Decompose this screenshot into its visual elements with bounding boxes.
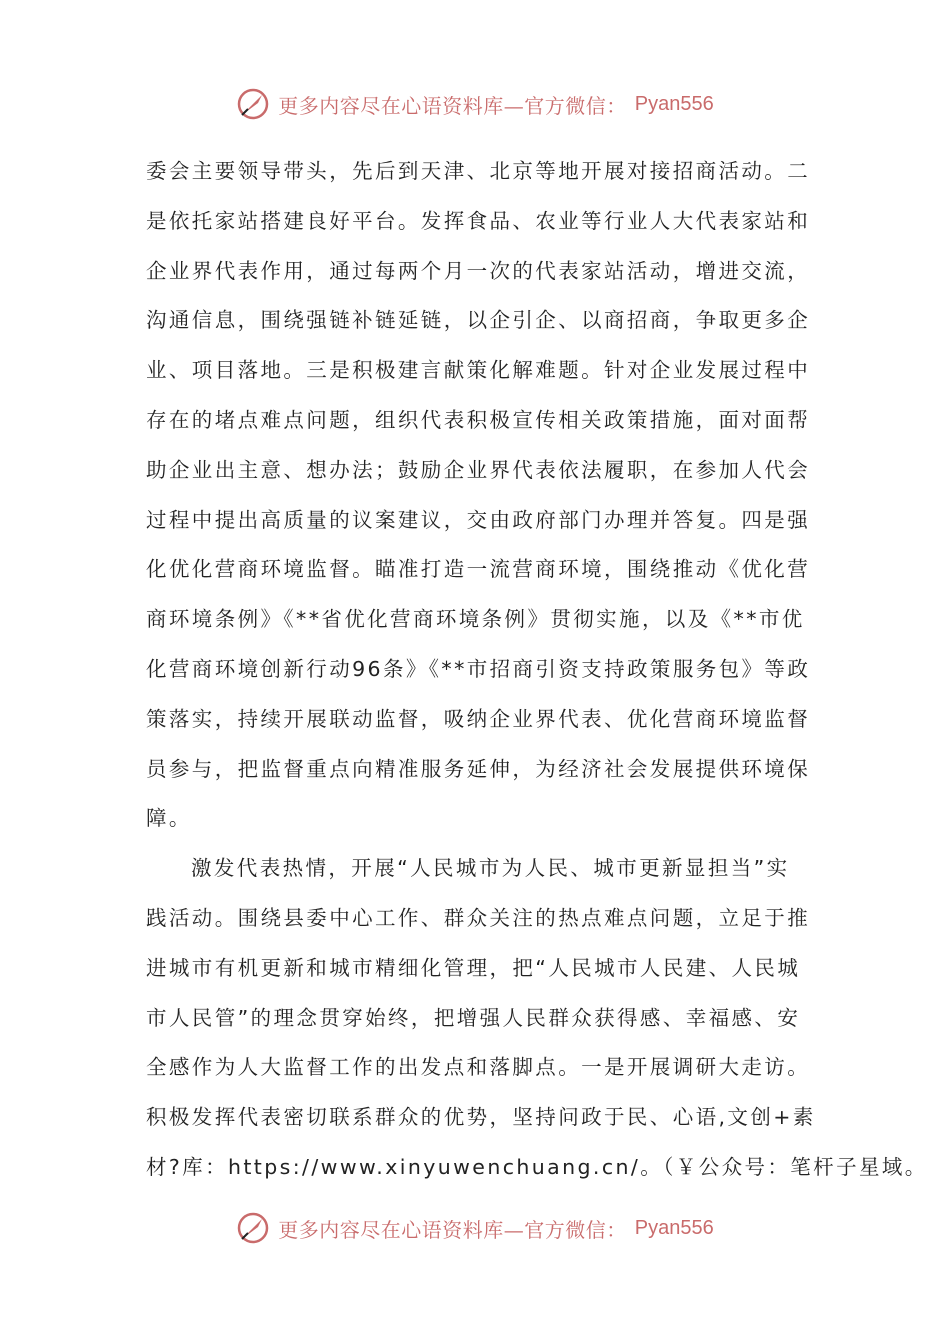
text-line: 委会主要领导带头，先后到天津、北京等地开展对接招商活动。二 bbox=[146, 159, 811, 183]
document-body bbox=[146, 147, 928, 1193]
text-line: 过程中提出高质量的议案建议，交由政府部门办理并答复。四是强 bbox=[146, 507, 811, 532]
banner-text: 更多内容尽在心语资料库—官方微信： bbox=[278, 93, 627, 118]
text-line: 沟通信息，围绕强链补链延链，以企引企、以商招商，争取更多企 bbox=[146, 308, 811, 333]
text-line: 助企业出主意、想办法；鼓励企业界代表依法履职，在参加人代会 bbox=[146, 457, 811, 482]
text-line: 践活动。围绕县委中心工作、群众关注的热点难点问题，立足于推 bbox=[146, 905, 811, 930]
text-line: 材?库：https://www.xinyuwenchuang.cn/。（￥公众号：笔杆子星域。 bbox=[146, 1154, 928, 1179]
text-line: 化营商环境创新行动96条》《**市招商引资支持政策服务包》等政 bbox=[146, 656, 811, 681]
banner-wechat-id: Pyan556 bbox=[634, 1216, 714, 1239]
text-line: 业、项目落地。三是积极建言献策化解难题。针对企业发展过程中 bbox=[146, 358, 811, 383]
quill-logo-icon bbox=[236, 1211, 270, 1245]
text-line: 企业界代表作用，通过每两个月一次的代表家站活动，增进交流， bbox=[146, 258, 811, 283]
text-line: 商环境条例》《**省优化营商环境条例》贯彻实施，以及《**市优 bbox=[146, 607, 805, 632]
text-line: 是依托家站搭建良好平台。发挥食品、农业等行业人大代表家站和 bbox=[146, 208, 811, 233]
text-line: 积极发挥代表密切联系群众的优势，坚持问政于民、心语,文创+素 bbox=[146, 1105, 816, 1130]
text-line: 障。 bbox=[146, 806, 192, 831]
banner-wechat-id: Pyan556 bbox=[634, 92, 714, 115]
paragraph-first-line: 激发代表热情，开展“人民城市为人民、城市更新显担当”实 bbox=[191, 856, 790, 881]
header-banner bbox=[0, 84, 950, 124]
text-line: 化优化营商环境监督。瞄准打造一流营商环境，围绕推动《优化营 bbox=[146, 557, 811, 582]
quill-logo-icon bbox=[236, 87, 270, 121]
text-line: 进城市有机更新和城市精细化管理，把“人民城市人民建、人民城 bbox=[146, 955, 801, 980]
text-line: 策落实，持续开展联动监督，吸纳企业界代表、优化营商环境监督 bbox=[146, 706, 811, 731]
text-line: 存在的堵点难点问题，组织代表积极宣传相关政策措施，面对面帮 bbox=[146, 407, 811, 432]
banner-text: 更多内容尽在心语资料库—官方微信： bbox=[278, 1217, 627, 1242]
text-line: 市人民管”的理念贯穿始终，把增强人民群众获得感、幸福感、安 bbox=[146, 1005, 801, 1030]
text-line: 全感作为人大监督工作的出发点和落脚点。一是开展调研大走访。 bbox=[146, 1055, 811, 1080]
text-line: 员参与，把监督重点向精准服务延伸，为经济社会发展提供环境保 bbox=[146, 756, 811, 781]
footer-banner bbox=[0, 1208, 950, 1248]
